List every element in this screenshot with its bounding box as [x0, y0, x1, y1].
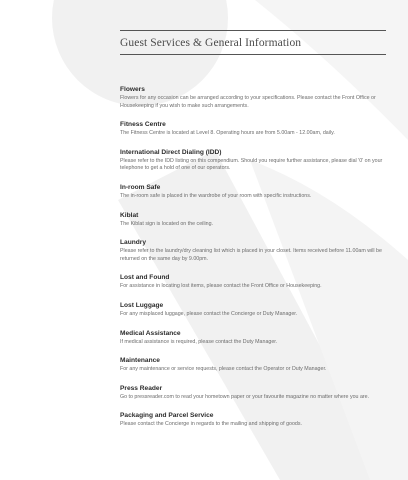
- section-body: Go to pressreader.com to read your hometown paper or your favourite magazine no matter where you are.: [120, 393, 370, 400]
- section-heading: Press Reader: [120, 384, 163, 392]
- section-packaging-parcel: [120, 411, 386, 429]
- section-body: If medical assistance is required, please contact the Duty Manager.: [120, 338, 278, 345]
- section-idd: [120, 148, 386, 173]
- section-laundry: [120, 238, 386, 263]
- section-body: For any maintenance or service requests, please contact the Operator or Duty Manager.: [120, 366, 327, 373]
- section-body: The in-room safe is placed in the wardrobe of your room with specific instructions.: [120, 192, 312, 199]
- section-body: Flowers for any occasion can be arranged according to your specifications. Please contact the Front Office or Housekeeping if you wish to make such arrangements.: [120, 95, 376, 109]
- section-body: For any misplaced luggage, please contact the Concierge or Duty Manager.: [120, 310, 298, 317]
- section-heading: International Direct Dialing (IDD): [120, 148, 222, 156]
- page-title: Guest Services & General Information: [120, 37, 302, 49]
- section-heading: In-room Safe: [120, 183, 161, 191]
- section-heading: Medical Assistance: [120, 329, 181, 337]
- section-flowers: [120, 85, 386, 110]
- section-body: Please refer to the IDD listing on this compendium. Should you require further assistance, please dial '0' on your telephone to get a hold of one of our operators.: [120, 157, 383, 172]
- section-body: For assistance in locating lost items, please contact the Front Office or Housekeeping.: [120, 283, 322, 290]
- section-heading: Lost Luggage: [120, 301, 164, 309]
- section-heading: Packaging and Parcel Service: [120, 412, 214, 420]
- section-in-room-safe: [120, 183, 386, 201]
- section-press-reader: [120, 384, 386, 402]
- header-bottom-rule: [120, 54, 386, 55]
- section-body: Please contact the Concierge in regards to the mailing and shipping of goods.: [120, 421, 302, 428]
- section-kiblat: [120, 211, 386, 229]
- sections-list: [120, 85, 386, 429]
- section-heading: Fitness Centre: [120, 121, 166, 129]
- section-heading: Lost and Found: [120, 274, 170, 282]
- section-lost-luggage: [120, 301, 386, 319]
- section-heading: Flowers: [120, 86, 145, 93]
- section-medical-assistance: [120, 329, 386, 347]
- section-body: The Fitness Centre is located at Level 8. Operating hours are from 5.00am - 12.00am, daily.: [120, 130, 335, 137]
- section-body: Please refer to the laundry/dry cleaning list which is placed in your closet. Items received before 11.00am will be returned on the same day by 9.00pm.: [120, 248, 382, 262]
- section-heading: Kiblat: [120, 211, 139, 219]
- section-body: The Kiblat sign is located on the ceiling.: [120, 220, 214, 227]
- section-heading: Maintenance: [120, 357, 160, 365]
- section-heading: Laundry: [120, 239, 147, 247]
- guest-services-page: [120, 30, 386, 439]
- section-maintenance: [120, 356, 386, 374]
- section-lost-and-found: [120, 273, 386, 291]
- section-fitness-centre: [120, 120, 386, 138]
